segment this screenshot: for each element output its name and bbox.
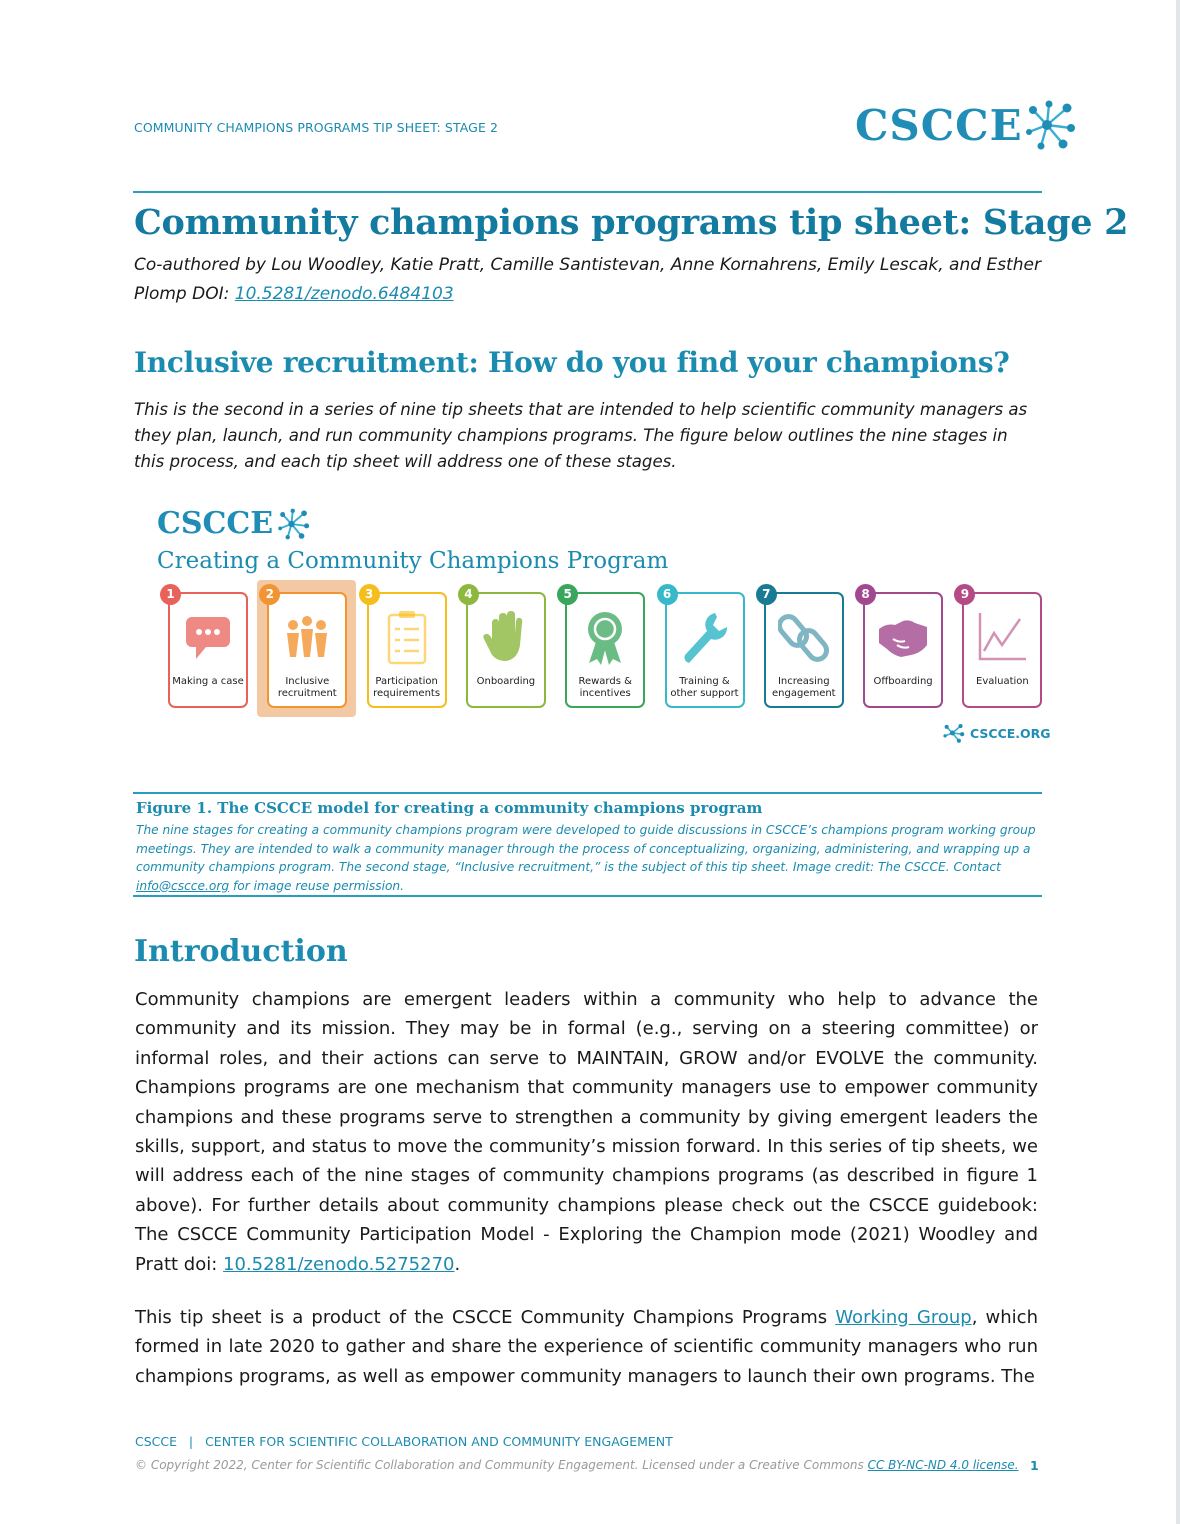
network-icon <box>1023 98 1079 152</box>
stage-label: Participation requirements <box>373 676 441 699</box>
paragraph-text: Community champions are emergent leaders within a community who help to advance the community and its mission. They may be in formal (e.g., serving on a steering committee) or informal roles, and their actions can serve to MAINTAIN, GROW and/or EVOLVE the community. Champions programs are one mechanism that community managers use to empower community champions and these programs serve to strengthen a community by giving emergent leaders the skills, support, and status to move the community’s mission forward. In this series of tip sheets, we will address each of the nine stages of community champions programs (as described in figure 1 above). For further details about community champions please check out the CSCCE guidebook: The CSCCE Community Participation Model - Exploring the Champion mode (2021) Woodley and Pratt doi: <box>135 989 1038 1275</box>
caption-end: for image reuse permission. <box>229 878 405 893</box>
stage-card-3 <box>364 587 447 708</box>
logo-wordmark: CSCCE <box>855 100 1023 150</box>
stage-label: Increasing engagement <box>771 676 836 699</box>
figure-caption-title: Figure 1. The CSCCE model for creating a community champions program <box>136 799 763 817</box>
section-heading-recruitment: Inclusive recruitment: How do you find your champions? <box>134 346 1010 379</box>
email-link[interactable]: info@cscce.org <box>136 878 230 893</box>
figure-site-mark <box>942 722 1051 744</box>
stage-number-badge: 8 <box>855 584 876 605</box>
speech-bubble-icon <box>182 608 234 668</box>
line-chart-icon <box>976 608 1028 668</box>
authors-text: Co-authored by Lou Woodley, Katie Pratt, Camille Santistevan, Anne Kornahrens, Emily Lescak, and Esther Plomp DOI: <box>134 255 1041 304</box>
stage-card-7 <box>762 587 844 708</box>
stage-label: Offboarding <box>873 676 933 687</box>
site-label: CSCCE.ORG <box>970 725 1051 741</box>
caption-bottom-rule <box>133 895 1042 897</box>
stage-card-1 <box>166 587 248 708</box>
stage-number-badge: 1 <box>160 584 181 605</box>
section-intro: This is the second in a series of nine tip sheets that are intended to help scientific community managers as they plan, launch, and run community champions programs. The figure below outlines the nine stages in this process, and each tip sheet will address one of these stages. <box>134 400 1028 471</box>
working-group-link[interactable]: Working Group <box>835 1307 972 1328</box>
cscce-logo <box>855 98 1079 152</box>
guidebook-doi-link[interactable]: 10.5281/zenodo.5275270 <box>223 1253 455 1275</box>
stage-card-4 <box>464 587 546 708</box>
paragraph-text: This tip sheet is a product of the CSCCE Community Champions Programs <box>135 1307 836 1328</box>
stage-label: Inclusive recruitment <box>277 676 337 699</box>
license-link[interactable]: CC BY-NC-ND 4.0 license. <box>867 1458 1019 1472</box>
figure-title: Creating a Community Champions Program <box>157 548 669 574</box>
stage-card-9 <box>960 587 1042 708</box>
running-header: COMMUNITY CHAMPIONS PROGRAMS TIP SHEET: STAGE 2 <box>134 120 499 135</box>
stage-number-badge: 4 <box>458 584 479 605</box>
network-icon <box>942 722 966 744</box>
raised-hand-icon <box>480 608 532 668</box>
authors-line <box>134 251 1044 309</box>
network-icon <box>276 507 312 541</box>
footer-copyright <box>135 1458 1019 1472</box>
wrench-icon <box>679 608 731 668</box>
header-rule <box>133 191 1042 193</box>
intro-paragraph-2 <box>135 1303 1038 1391</box>
stage-card-6 <box>662 587 745 708</box>
award-ribbon-icon <box>579 608 631 668</box>
paragraph-text-rest: , which formed in late 2020 to gather and share the experience of scientific community managers who run champions programs, as well as empower community managers to launch their own programs. The <box>135 1307 1038 1387</box>
handshake-icon <box>877 608 929 668</box>
paragraph-end: . <box>454 1253 461 1275</box>
introduction-heading: Introduction <box>134 934 348 969</box>
footer-org: CSCCE | CENTER FOR SCIENTIFIC COLLABORATION AND COMMUNITY ENGAGEMENT <box>135 1434 673 1449</box>
stage-number-badge: 9 <box>954 584 975 605</box>
stage-card-5 <box>563 587 645 708</box>
figure-caption-text <box>136 821 1036 895</box>
checklist-icon <box>381 608 433 668</box>
stage-number-badge: 6 <box>657 584 678 605</box>
doi-link[interactable]: 10.5281/zenodo.6484103 <box>234 284 454 304</box>
chain-link-icon <box>778 608 830 668</box>
page-edge <box>1176 0 1180 1524</box>
figure-logo-wordmark: CSCCE <box>157 506 274 541</box>
stage-label: Evaluation <box>976 676 1029 687</box>
stage-label: Onboarding <box>476 676 536 687</box>
intro-paragraph-1 <box>135 985 1038 1279</box>
stage-number-badge: 2 <box>259 584 280 605</box>
copyright-text: © Copyright 2022, Center for Scientific Collaboration and Community Engagement. Licensed under a Creative Commons <box>135 1458 868 1472</box>
stage-number-badge: 3 <box>359 584 380 605</box>
stage-card-2 <box>265 587 347 708</box>
stage-number-badge: 7 <box>756 584 777 605</box>
page-number: 1 <box>1030 1458 1039 1473</box>
caption-body: The nine stages for creating a community champions program were developed to guide discussions in CSCCE’s champions program working group meetings. They are intended to walk a community manager through the process of conceptualizing, organizing, administering, and wrapping up a community champions program. The second stage, “Inclusive recruitment,” is the subject of this tip sheet. Image credit: The CSCCE. Contact <box>136 823 1036 874</box>
stage-label: Making a case <box>172 676 244 687</box>
stage-label: Rewards & incentives <box>578 676 632 699</box>
stage-label: Training & other support <box>670 676 739 699</box>
stage-card-8 <box>861 587 943 708</box>
page-title: Community champions programs tip sheet: Stage 2 <box>134 202 1129 243</box>
people-icon <box>281 608 333 668</box>
stage-number-badge: 5 <box>557 584 578 605</box>
caption-top-rule <box>133 792 1042 794</box>
figure-logo <box>157 506 312 541</box>
